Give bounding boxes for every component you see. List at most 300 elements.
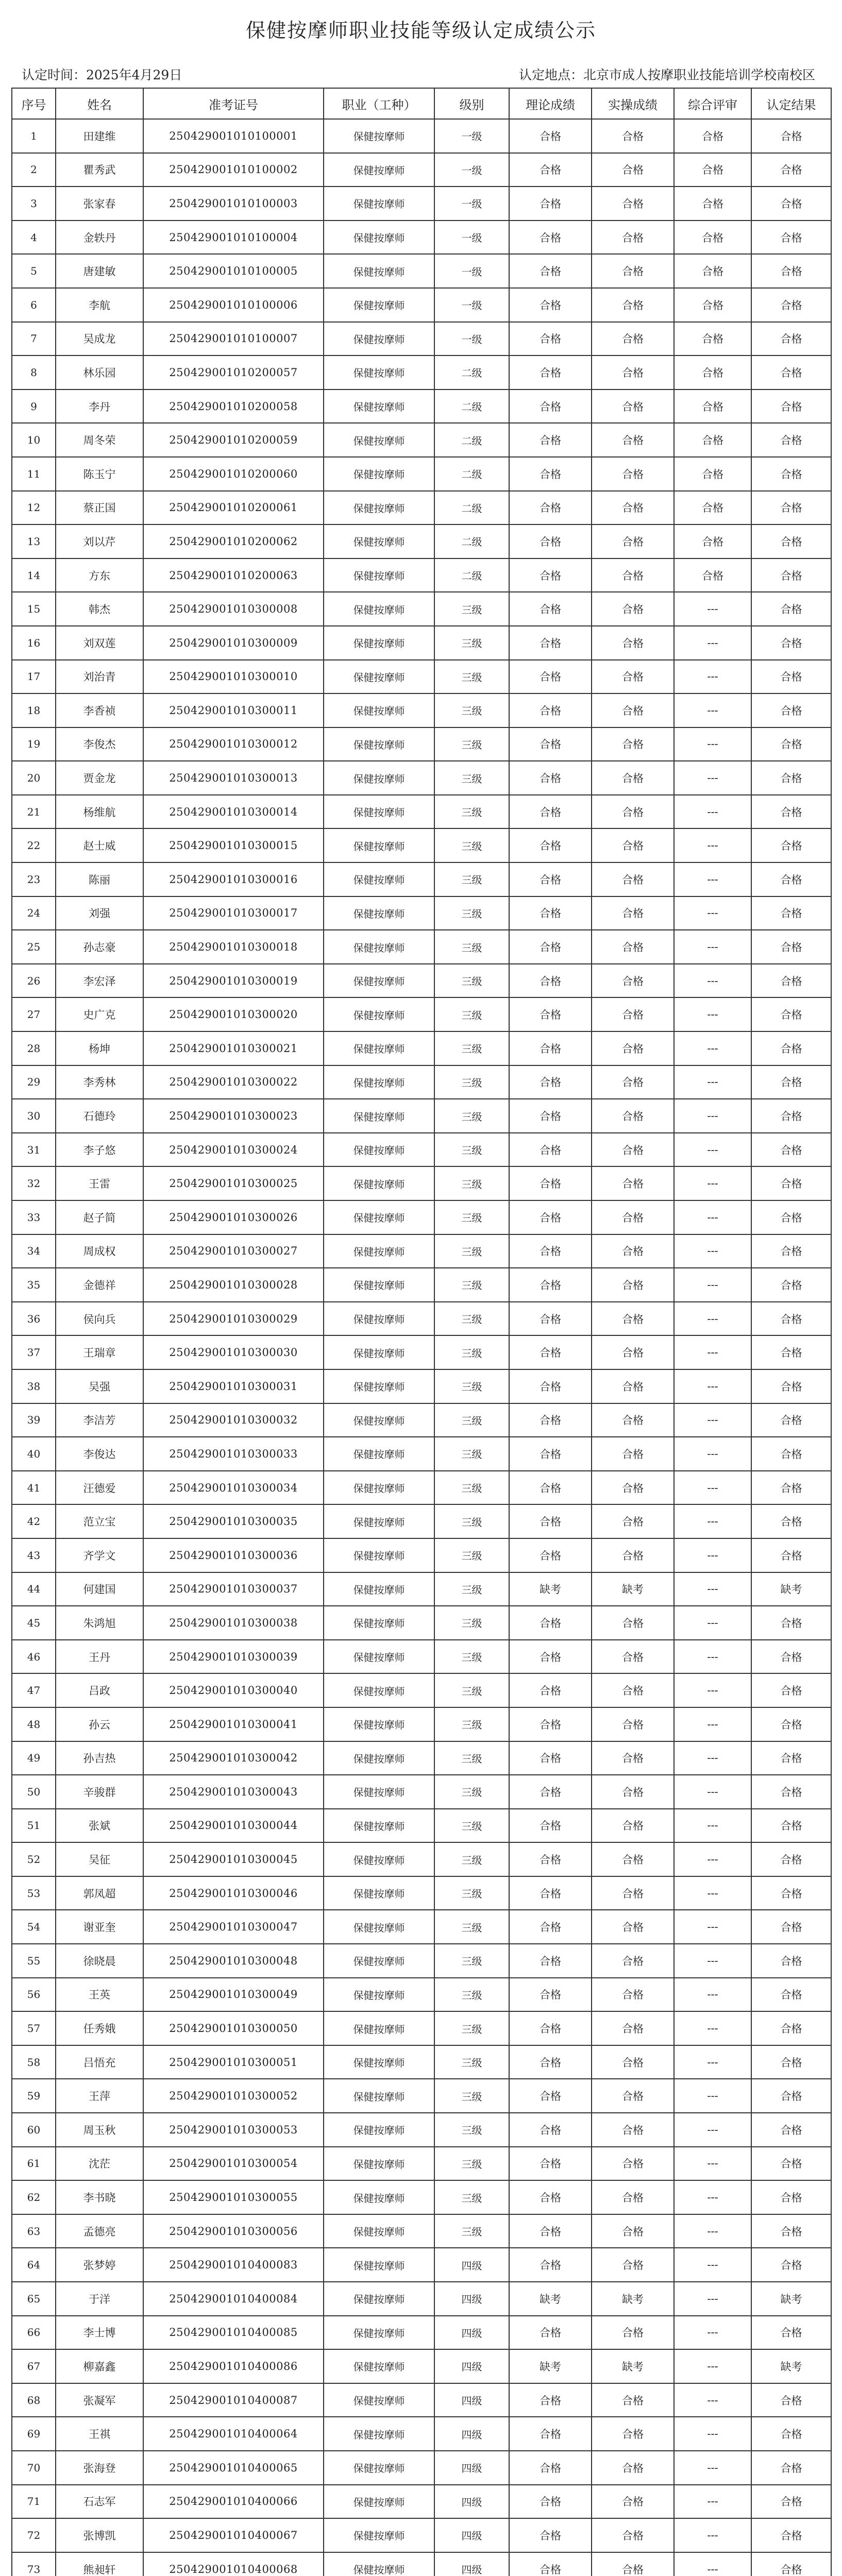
result-cell: 合格 [751, 1335, 831, 1369]
seq-cell: 46 [12, 1640, 56, 1674]
seq-cell: 70 [12, 2451, 56, 2485]
seq-cell: 37 [12, 1335, 56, 1369]
occupation-cell: 保健按摩师 [324, 2417, 434, 2451]
exam-id-cell: 250429001010300011 [143, 693, 324, 727]
review-cell: --- [674, 1200, 751, 1234]
occupation-cell: 保健按摩师 [324, 1335, 434, 1369]
review-cell: --- [674, 2451, 751, 2485]
seq-cell: 69 [12, 2417, 56, 2451]
seq-cell: 11 [12, 457, 56, 491]
review-cell: --- [674, 1707, 751, 1741]
review-cell: --- [674, 693, 751, 727]
theory-cell: 合格 [509, 862, 592, 896]
seq-cell: 30 [12, 1099, 56, 1133]
level-cell: 四级 [434, 2383, 509, 2417]
level-cell: 三级 [434, 2180, 509, 2214]
occupation-cell: 保健按摩师 [324, 1809, 434, 1843]
exam-id-cell: 250429001010100003 [143, 187, 324, 221]
review-cell: --- [674, 1403, 751, 1437]
theory-cell: 合格 [509, 2147, 592, 2181]
col-theory-header: 理论成绩 [509, 88, 592, 119]
name-cell: 吕悟充 [56, 2045, 143, 2079]
theory-cell: 合格 [509, 2045, 592, 2079]
table-row [12, 1978, 831, 2012]
result-cell: 合格 [751, 727, 831, 761]
seq-cell: 56 [12, 1978, 56, 2012]
occupation-cell: 保健按摩师 [324, 660, 434, 694]
name-cell: 周玉秋 [56, 2113, 143, 2147]
theory-cell: 合格 [509, 660, 592, 694]
occupation-cell: 保健按摩师 [324, 1876, 434, 1910]
review-cell: --- [674, 2518, 751, 2552]
occupation-cell: 保健按摩师 [324, 1538, 434, 1572]
theory-cell: 合格 [509, 457, 592, 491]
practical-cell: 合格 [592, 1369, 674, 1403]
occupation-cell: 保健按摩师 [324, 2518, 434, 2552]
table-row [12, 1504, 831, 1538]
level-cell: 三级 [434, 1606, 509, 1640]
col-review-header: 综合评审 [674, 88, 751, 119]
practical-cell: 合格 [592, 2383, 674, 2417]
result-cell: 合格 [751, 1369, 831, 1403]
review-cell: --- [674, 930, 751, 964]
level-cell: 三级 [434, 1538, 509, 1572]
seq-cell: 43 [12, 1538, 56, 1572]
level-cell: 三级 [434, 1572, 509, 1606]
theory-cell: 合格 [509, 1403, 592, 1437]
name-cell: 李俊达 [56, 1437, 143, 1471]
occupation-cell: 保健按摩师 [324, 2214, 434, 2248]
occupation-cell: 保健按摩师 [324, 355, 434, 389]
result-cell: 合格 [751, 795, 831, 829]
col-result-header: 认定结果 [751, 88, 831, 119]
practical-cell: 合格 [592, 2518, 674, 2552]
theory-cell: 合格 [509, 423, 592, 457]
col-seq-header: 序号 [12, 88, 56, 119]
occupation-cell: 保健按摩师 [324, 1775, 434, 1809]
result-cell: 合格 [751, 2079, 831, 2113]
result-cell: 缺考 [751, 2282, 831, 2316]
occupation-cell: 保健按摩师 [324, 491, 434, 525]
practical-cell: 合格 [592, 423, 674, 457]
seq-cell: 34 [12, 1234, 56, 1268]
practical-cell: 合格 [592, 1268, 674, 1302]
name-cell: 朱鸿旭 [56, 1606, 143, 1640]
theory-cell: 合格 [509, 2113, 592, 2147]
review-cell: --- [674, 2417, 751, 2451]
exam-id-cell: 250429001010300039 [143, 1640, 324, 1674]
seq-cell: 15 [12, 592, 56, 626]
level-cell: 三级 [434, 1234, 509, 1268]
theory-cell: 合格 [509, 2248, 592, 2282]
occupation-cell: 保健按摩师 [324, 2011, 434, 2045]
occupation-cell: 保健按摩师 [324, 964, 434, 998]
level-cell: 三级 [434, 1910, 509, 1944]
review-cell: --- [674, 964, 751, 998]
table-row [12, 2180, 831, 2214]
practical-cell: 合格 [592, 862, 674, 896]
theory-cell: 合格 [509, 592, 592, 626]
table-row [12, 727, 831, 761]
practical-cell: 合格 [592, 626, 674, 660]
name-cell: 刘强 [56, 896, 143, 930]
name-cell: 吴强 [56, 1369, 143, 1403]
result-cell: 合格 [751, 997, 831, 1031]
table-row [12, 1707, 831, 1741]
seq-cell: 59 [12, 2079, 56, 2113]
level-cell: 三级 [434, 1707, 509, 1741]
theory-cell: 合格 [509, 2383, 592, 2417]
level-cell: 三级 [434, 626, 509, 660]
exam-id-cell: 250429001010200059 [143, 423, 324, 457]
exam-id-cell: 250429001010300044 [143, 1809, 324, 1843]
occupation-cell: 保健按摩师 [324, 1437, 434, 1471]
table-row [12, 1910, 831, 1944]
occupation-cell: 保健按摩师 [324, 187, 434, 221]
practical-cell: 合格 [592, 964, 674, 998]
table-row [12, 2316, 831, 2350]
level-cell: 三级 [434, 1673, 509, 1707]
exam-id-cell: 250429001010300032 [143, 1403, 324, 1437]
result-cell: 合格 [751, 592, 831, 626]
theory-cell: 合格 [509, 221, 592, 255]
result-cell: 合格 [751, 1910, 831, 1944]
result-cell: 合格 [751, 558, 831, 592]
practical-cell: 合格 [592, 1910, 674, 1944]
table-row [12, 1403, 831, 1437]
result-cell: 合格 [751, 187, 831, 221]
seq-cell: 67 [12, 2349, 56, 2383]
result-cell: 合格 [751, 2113, 831, 2147]
table-row [12, 1809, 831, 1843]
occupation-cell: 保健按摩师 [324, 2383, 434, 2417]
theory-cell: 合格 [509, 2485, 592, 2519]
occupation-cell: 保健按摩师 [324, 1741, 434, 1775]
location-label: 认定地点：北京市成人按摩职业技能培训学校南校区 [518, 67, 815, 82]
occupation-cell: 保健按摩师 [324, 1707, 434, 1741]
level-cell: 二级 [434, 389, 509, 423]
name-cell: 李丹 [56, 389, 143, 423]
name-cell: 柳嘉鑫 [56, 2349, 143, 2383]
occupation-cell: 保健按摩师 [324, 997, 434, 1031]
practical-cell: 合格 [592, 153, 674, 187]
name-cell: 张梦婷 [56, 2248, 143, 2282]
occupation-cell: 保健按摩师 [324, 1471, 434, 1505]
review-cell: --- [674, 1031, 751, 1065]
result-cell: 合格 [751, 1471, 831, 1505]
practical-cell: 合格 [592, 1065, 674, 1099]
exam-id-cell: 250429001010300014 [143, 795, 324, 829]
theory-cell: 合格 [509, 1944, 592, 1978]
practical-cell: 合格 [592, 930, 674, 964]
result-cell: 合格 [751, 1133, 831, 1167]
result-cell: 合格 [751, 2518, 831, 2552]
name-cell: 刘以芹 [56, 524, 143, 558]
exam-id-cell: 250429001010300048 [143, 1944, 324, 1978]
seq-cell: 31 [12, 1133, 56, 1167]
name-cell: 范立宝 [56, 1504, 143, 1538]
result-cell: 合格 [751, 964, 831, 998]
theory-cell: 缺考 [509, 2349, 592, 2383]
exam-id-cell: 250429001010200060 [143, 457, 324, 491]
name-cell: 李秀林 [56, 1065, 143, 1099]
col-name-header: 姓名 [56, 88, 143, 119]
review-cell: --- [674, 592, 751, 626]
exam-id-cell: 250429001010300029 [143, 1302, 324, 1336]
table-row [12, 2282, 831, 2316]
name-cell: 李宏泽 [56, 964, 143, 998]
review-cell: --- [674, 828, 751, 862]
seq-cell: 65 [12, 2282, 56, 2316]
result-cell: 合格 [751, 2316, 831, 2350]
table-body [12, 119, 831, 2576]
result-cell: 合格 [751, 2045, 831, 2079]
result-cell: 合格 [751, 2552, 831, 2576]
result-cell: 合格 [751, 2383, 831, 2417]
review-cell: --- [674, 2079, 751, 2113]
name-cell: 谢亚奎 [56, 1910, 143, 1944]
level-cell: 三级 [434, 660, 509, 694]
result-cell: 合格 [751, 1234, 831, 1268]
name-cell: 王瑞章 [56, 1335, 143, 1369]
level-cell: 三级 [434, 1403, 509, 1437]
exam-id-cell: 250429001010300038 [143, 1606, 324, 1640]
review-cell: --- [674, 2349, 751, 2383]
theory-cell: 合格 [509, 1302, 592, 1336]
result-cell: 合格 [751, 1775, 831, 1809]
theory-cell: 合格 [509, 2518, 592, 2552]
practical-cell: 合格 [592, 1403, 674, 1437]
theory-cell: 合格 [509, 727, 592, 761]
result-cell: 合格 [751, 1302, 831, 1336]
theory-cell: 合格 [509, 761, 592, 795]
theory-cell: 合格 [509, 1437, 592, 1471]
table-row [12, 1302, 831, 1336]
table-row [12, 828, 831, 862]
practical-cell: 合格 [592, 1302, 674, 1336]
theory-cell: 合格 [509, 2180, 592, 2214]
name-cell: 韩杰 [56, 592, 143, 626]
review-cell: --- [674, 2147, 751, 2181]
level-cell: 三级 [434, 1775, 509, 1809]
level-cell: 三级 [434, 2214, 509, 2248]
result-cell: 合格 [751, 221, 831, 255]
practical-cell: 合格 [592, 119, 674, 153]
practical-cell: 合格 [592, 896, 674, 930]
name-cell: 王丹 [56, 1640, 143, 1674]
occupation-cell: 保健按摩师 [324, 558, 434, 592]
seq-cell: 26 [12, 964, 56, 998]
theory-cell: 合格 [509, 2316, 592, 2350]
occupation-cell: 保健按摩师 [324, 930, 434, 964]
theory-cell: 合格 [509, 2214, 592, 2248]
practical-cell: 合格 [592, 1437, 674, 1471]
level-cell: 四级 [434, 2451, 509, 2485]
name-cell: 侯向兵 [56, 1302, 143, 1336]
occupation-cell: 保健按摩师 [324, 322, 434, 356]
name-cell: 周成权 [56, 1234, 143, 1268]
name-cell: 李子悠 [56, 1133, 143, 1167]
exam-id-cell: 250429001010300013 [143, 761, 324, 795]
practical-cell: 合格 [592, 1775, 674, 1809]
practical-cell: 合格 [592, 2485, 674, 2519]
practical-cell: 缺考 [592, 1572, 674, 1606]
level-cell: 三级 [434, 795, 509, 829]
name-cell: 郭凤超 [56, 1876, 143, 1910]
name-cell: 齐学文 [56, 1538, 143, 1572]
result-cell: 合格 [751, 288, 831, 322]
review-cell: --- [674, 1809, 751, 1843]
table-row [12, 1133, 831, 1167]
table-row [12, 254, 831, 288]
result-cell: 合格 [751, 1031, 831, 1065]
level-cell: 三级 [434, 1741, 509, 1775]
table-row [12, 119, 831, 153]
theory-cell: 合格 [509, 1876, 592, 1910]
theory-cell: 合格 [509, 997, 592, 1031]
level-cell: 三级 [434, 1200, 509, 1234]
level-cell: 二级 [434, 457, 509, 491]
review-cell: --- [674, 2011, 751, 2045]
exam-id-cell: 250429001010300055 [143, 2180, 324, 2214]
occupation-cell: 保健按摩师 [324, 1133, 434, 1167]
practical-cell: 合格 [592, 558, 674, 592]
theory-cell: 合格 [509, 1707, 592, 1741]
practical-cell: 合格 [592, 1538, 674, 1572]
seq-cell: 28 [12, 1031, 56, 1065]
exam-id-cell: 250429001010100005 [143, 254, 324, 288]
result-cell: 合格 [751, 322, 831, 356]
theory-cell: 合格 [509, 1809, 592, 1843]
seq-cell: 25 [12, 930, 56, 964]
table-header [12, 88, 831, 119]
seq-cell: 36 [12, 1302, 56, 1336]
practical-cell: 合格 [592, 254, 674, 288]
seq-cell: 27 [12, 997, 56, 1031]
practical-cell: 合格 [592, 2552, 674, 2576]
review-cell: 合格 [674, 355, 751, 389]
occupation-cell: 保健按摩师 [324, 862, 434, 896]
occupation-cell: 保健按摩师 [324, 288, 434, 322]
seq-cell: 50 [12, 1775, 56, 1809]
name-cell: 李香祯 [56, 693, 143, 727]
review-cell: --- [674, 1944, 751, 1978]
result-cell: 合格 [751, 2180, 831, 2214]
theory-cell: 合格 [509, 2451, 592, 2485]
table-row [12, 1741, 831, 1775]
seq-cell: 52 [12, 1842, 56, 1876]
exam-id-cell: 250429001010300040 [143, 1673, 324, 1707]
review-cell: --- [674, 1504, 751, 1538]
table-row [12, 862, 831, 896]
level-cell: 二级 [434, 558, 509, 592]
exam-id-cell: 250429001010300024 [143, 1133, 324, 1167]
result-cell: 合格 [751, 2485, 831, 2519]
seq-cell: 60 [12, 2113, 56, 2147]
result-cell: 合格 [751, 457, 831, 491]
exam-id-cell: 250429001010300049 [143, 1978, 324, 2012]
level-cell: 三级 [434, 2079, 509, 2113]
name-cell: 徐晓晨 [56, 1944, 143, 1978]
theory-cell: 合格 [509, 1910, 592, 1944]
level-cell: 三级 [434, 1978, 509, 2012]
level-cell: 三级 [434, 1268, 509, 1302]
table-row [12, 2518, 831, 2552]
level-cell: 三级 [434, 761, 509, 795]
review-cell: --- [674, 2113, 751, 2147]
level-cell: 四级 [434, 2248, 509, 2282]
review-cell: --- [674, 1606, 751, 1640]
table-row [12, 1031, 831, 1065]
table-row [12, 491, 831, 525]
exam-id-cell: 250429001010400087 [143, 2383, 324, 2417]
seq-cell: 12 [12, 491, 56, 525]
seq-cell: 64 [12, 2248, 56, 2282]
practical-cell: 合格 [592, 592, 674, 626]
occupation-cell: 保健按摩师 [324, 1099, 434, 1133]
exam-id-cell: 250429001010300043 [143, 1775, 324, 1809]
level-cell: 三级 [434, 1335, 509, 1369]
exam-id-cell: 250429001010400067 [143, 2518, 324, 2552]
exam-id-cell: 250429001010300022 [143, 1065, 324, 1099]
occupation-cell: 保健按摩师 [324, 1842, 434, 1876]
result-cell: 合格 [751, 930, 831, 964]
practical-cell: 合格 [592, 2248, 674, 2282]
exam-id-cell: 250429001010300019 [143, 964, 324, 998]
table-row [12, 896, 831, 930]
result-cell: 合格 [751, 761, 831, 795]
theory-cell: 合格 [509, 1099, 592, 1133]
theory-cell: 合格 [509, 1606, 592, 1640]
exam-id-cell: 250429001010400068 [143, 2552, 324, 2576]
seq-cell: 9 [12, 389, 56, 423]
theory-cell: 合格 [509, 558, 592, 592]
name-cell: 赵士威 [56, 828, 143, 862]
review-cell: --- [674, 1673, 751, 1707]
seq-cell: 2 [12, 153, 56, 187]
exam-id-cell: 250429001010300030 [143, 1335, 324, 1369]
occupation-cell: 保健按摩师 [324, 2180, 434, 2214]
practical-cell: 合格 [592, 2045, 674, 2079]
occupation-cell: 保健按摩师 [324, 1268, 434, 1302]
result-cell: 合格 [751, 2147, 831, 2181]
result-cell: 合格 [751, 1944, 831, 1978]
theory-cell: 合格 [509, 187, 592, 221]
result-cell: 合格 [751, 1166, 831, 1200]
level-cell: 三级 [434, 930, 509, 964]
review-cell: --- [674, 1437, 751, 1471]
table-row [12, 2214, 831, 2248]
theory-cell: 合格 [509, 1775, 592, 1809]
seq-cell: 44 [12, 1572, 56, 1606]
exam-id-cell: 250429001010300054 [143, 2147, 324, 2181]
occupation-cell: 保健按摩师 [324, 1944, 434, 1978]
occupation-cell: 保健按摩师 [324, 828, 434, 862]
theory-cell: 合格 [509, 1504, 592, 1538]
name-cell: 贾金龙 [56, 761, 143, 795]
name-cell: 汪德爱 [56, 1471, 143, 1505]
name-cell: 李士博 [56, 2316, 143, 2350]
review-cell: 合格 [674, 524, 751, 558]
col-occupation-header: 职业（工种） [324, 88, 434, 119]
review-cell: --- [674, 2248, 751, 2282]
review-cell: --- [674, 2282, 751, 2316]
theory-cell: 合格 [509, 322, 592, 356]
result-cell: 合格 [751, 2011, 831, 2045]
exam-id-cell: 250429001010300046 [143, 1876, 324, 1910]
result-cell: 合格 [751, 1640, 831, 1674]
occupation-cell: 保健按摩师 [324, 2079, 434, 2113]
